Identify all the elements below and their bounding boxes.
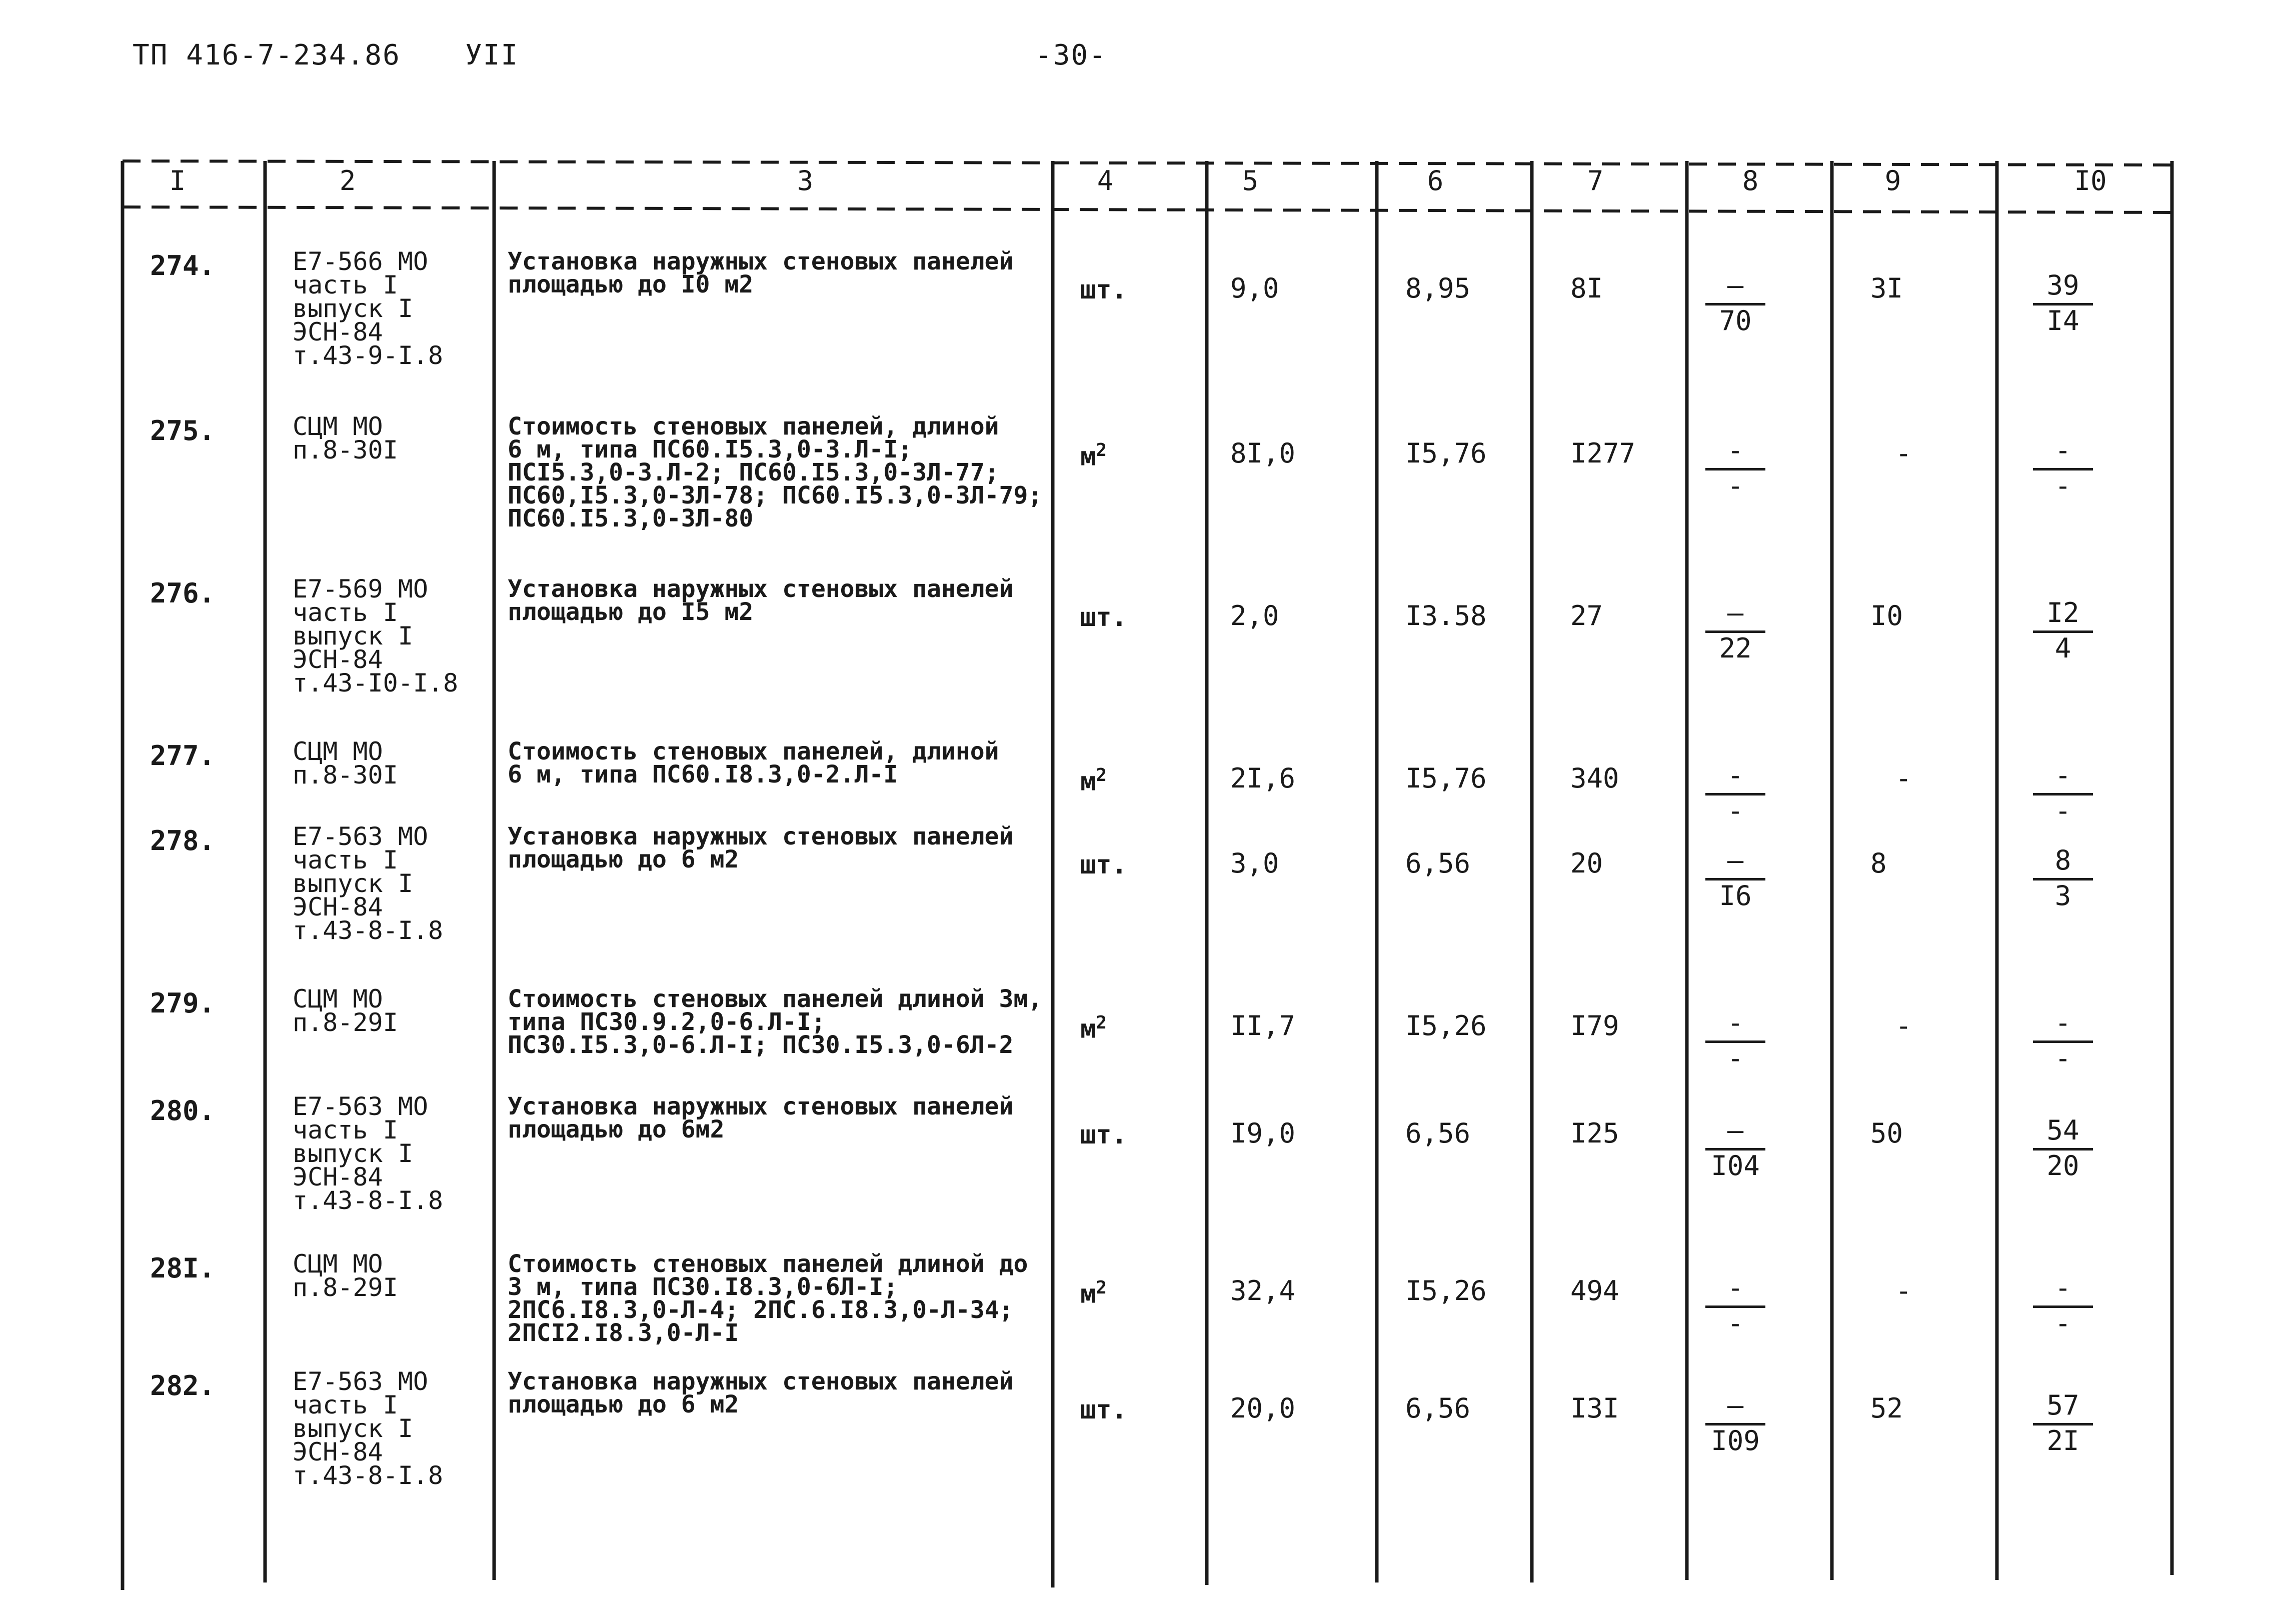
unit [1080,1278,1107,1309]
col8-fraction [1705,845,1765,912]
row-number: 275. [150,415,216,446]
unit-text: шт. [1080,602,1127,632]
reference-line: п.8-30I [293,436,398,464]
col8-fraction-numerator: — [1705,845,1765,880]
reference-line: ЭСН-84 [293,318,383,346]
reference-line: выпуск I [293,294,413,323]
col9-value: 52 [1870,1392,1903,1424]
row-number: 277. [150,740,216,772]
col10-fraction [2033,1008,2093,1074]
col8-fraction-denominator: I04 [1711,1150,1760,1182]
description-line: Стоимость стеновых панелей, длиной [508,738,999,766]
quantity: 20,0 [1230,1392,1296,1424]
unit [1080,275,1127,305]
work-description [508,985,1043,1059]
col10-fraction-denominator: 2I [2046,1425,2079,1456]
quantity: 32,4 [1230,1275,1296,1306]
reference-line: т.43-8-I.8 [293,1461,444,1490]
unit-superscript: 2 [1096,1012,1107,1033]
quantity: I9,0 [1230,1118,1296,1149]
description-line: Установка наружных стеновых панелей [508,1092,1014,1120]
col9-value: 8 [1870,848,1887,879]
col8-fraction-denominator: - [1727,1308,1744,1339]
page-number: -30- [1035,39,1107,72]
col8-fraction-denominator: - [1727,470,1744,502]
col9-value: - [1895,438,1912,469]
col10-fraction-numerator: 54 [2033,1115,2093,1150]
reference-line: ЭСН-84 [293,892,383,922]
row-number: 279. [150,988,216,1019]
unit-price: I5,26 [1405,1275,1487,1306]
reference-line: часть I [293,598,398,627]
col8-fraction [1705,760,1765,826]
reference-line: Е7-569 МО [293,574,428,604]
unit-price: I5,76 [1405,762,1487,794]
col8-fraction [1705,1272,1765,1339]
col10-fraction-numerator: I2 [2033,598,2093,633]
col10-fraction-numerator: - [2033,435,2093,470]
column-header-8: 8 [1742,165,1759,196]
col8-fraction-numerator: — [1705,598,1765,633]
row-number: 278. [150,825,216,856]
unit-superscript: 2 [1096,765,1107,786]
col8-fraction-denominator: 70 [1719,305,1752,336]
reference-line: Е7-566 МО [293,247,428,276]
unit-text: шт. [1080,850,1127,880]
col10-fraction-denominator: 4 [2054,632,2071,664]
col10-fraction-denominator: - [2054,795,2071,826]
column-header-9: 9 [1884,165,1901,196]
reference-line: часть I [293,846,398,874]
description-line: 2ПСI2.I8.3,0-Л-I [508,1319,739,1347]
description-line: Установка наружных стеновых панелей [508,248,1014,276]
col10-fraction-numerator: 8 [2033,845,2093,880]
reference-line: Е7-563 МО [293,1092,428,1121]
description-line: ПС60.I5.3,0-3Л-80 [508,504,754,532]
description-line: Стоимость стеновых панелей, длиной [508,412,999,440]
description-line: Установка наружных стеновых панелей [508,822,1014,850]
reference-line: т.43-8-I.8 [293,916,444,945]
quantity: 2I,6 [1230,762,1296,794]
col10-fraction-denominator: - [2054,1308,2071,1339]
row-number: 28I. [150,1252,216,1284]
reference-code [293,574,459,698]
col8-fraction-denominator: - [1727,795,1744,826]
total-cost: 27 [1570,600,1603,632]
column-header-5: 5 [1242,165,1259,196]
reference-code [293,984,398,1037]
row-number: 282. [150,1370,216,1402]
column-header-1: I [169,165,186,196]
total-cost: I3I [1570,1392,1619,1424]
description-line: ПС30.I5.3,0-6.Л-I; ПС30.I5.3,0-6Л-2 [508,1031,1014,1059]
col8-fraction-numerator: - [1705,435,1765,470]
reference-line: т.43-8-I.8 [293,1186,444,1215]
col9-value: - [1895,762,1912,794]
reference-line: часть I [293,1390,398,1420]
description-line: Установка наружных стеновых панелей [508,1368,1014,1396]
table-header-rule [123,207,2178,212]
col8-fraction-denominator: I09 [1711,1425,1760,1456]
table-top-rule [123,161,2178,165]
reference-code [293,822,444,945]
reference-line: Е7-563 МО [293,822,428,851]
unit-superscript: 2 [1096,440,1107,460]
reference-line: ЭСН-84 [293,1438,383,1466]
col8-fraction-denominator: - [1727,1042,1744,1074]
col9-value: 50 [1870,1118,1903,1149]
reference-line: СЦМ МО [293,737,383,766]
col8-fraction-denominator: 22 [1719,632,1752,664]
reference-code [293,247,444,370]
total-cost: 494 [1570,1275,1619,1306]
col8-fraction-numerator: - [1705,1008,1765,1043]
work-description [508,1092,1014,1144]
col10-fraction-denominator: 20 [2046,1150,2079,1182]
col10-fraction-numerator: - [2033,760,2093,796]
unit-text: шт. [1080,1120,1127,1150]
col8-fraction [1705,598,1765,664]
unit-text: м [1080,766,1096,797]
row-number: 280. [150,1095,216,1126]
column-header-6: 6 [1427,165,1444,196]
description-line: типа ПС30.9.2,0-6.Л-I; [508,1008,826,1036]
quantity: 2,0 [1230,600,1279,632]
column-header-2: 2 [339,165,356,196]
col8-fraction [1705,270,1765,336]
col9-value: - [1895,1010,1912,1042]
col10-fraction-denominator: - [2054,1042,2071,1074]
row-number: 274. [150,250,216,282]
quantity: 3,0 [1230,848,1279,879]
description-line: 2ПС6.I8.3,0-Л-4; 2ПС.6.I8.3,0-Л-34; [508,1296,1014,1324]
reference-code [293,412,398,464]
column-header-7: 7 [1587,165,1604,196]
reference-line: т.43-9-I.8 [293,341,444,370]
col9-value: I0 [1870,600,1903,632]
work-description [508,575,1014,626]
total-cost: I277 [1570,438,1636,469]
unit-price: I5,26 [1405,1010,1487,1042]
total-cost: 20 [1570,848,1603,879]
col10-fraction [2033,1272,2093,1339]
col8-fraction-denominator: I6 [1719,880,1752,912]
reference-code [293,737,398,790]
unit-price: 6,56 [1405,1118,1471,1149]
unit [1080,1120,1127,1150]
unit-text: шт. [1080,275,1127,305]
col8-fraction-numerator: — [1705,1115,1765,1150]
col10-fraction-denominator: 3 [2054,880,2071,912]
col10-fraction [2033,270,2093,336]
unit [1080,440,1107,472]
unit-text: м [1080,1279,1096,1310]
description-line: 3 м, типа ПС30.I8.3,0-6Л-I; [508,1273,898,1301]
unit [1080,850,1127,880]
col10-fraction [2033,1115,2093,1182]
col8-fraction-numerator: - [1705,760,1765,796]
reference-line: СЦМ МО [293,984,383,1014]
col10-fraction-denominator: - [2054,470,2071,502]
col8-fraction [1705,1008,1765,1074]
work-description [508,1250,1028,1347]
unit-text: шт. [1080,1395,1127,1425]
col8-fraction [1705,1115,1765,1182]
col9-value: - [1895,1275,1912,1306]
unit-price: 6,56 [1405,848,1471,879]
reference-line: ЭСН-84 [293,1162,383,1192]
row-number: 276. [150,578,216,609]
col8-fraction [1705,1390,1765,1456]
quantity: 9,0 [1230,272,1279,304]
unit-price: 8,95 [1405,272,1471,304]
description-line: площадью до 6 м2 [508,846,739,874]
description-line: 6 м, типа ПС60.I8.3,0-2.Л-I [508,760,898,788]
reference-line: п.8-29I [293,1273,398,1302]
description-line: Установка наружных стеновых панелей [508,575,1014,603]
unit-text: м [1080,1014,1096,1044]
document-code: ТП 416-7-234.86 [133,39,401,72]
col10-fraction-numerator: - [2033,1008,2093,1043]
col10-fraction [2033,760,2093,826]
reference-line: выпуск I [293,1414,413,1443]
col10-fraction-numerator: 57 [2033,1390,2093,1426]
col8-fraction-numerator: — [1705,1390,1765,1426]
total-cost: I79 [1570,1010,1619,1042]
total-cost: 8I [1570,272,1603,304]
column-header-4: 4 [1097,165,1114,196]
reference-line: выпуск I [293,869,413,898]
col9-value: 3I [1870,272,1903,304]
work-description [508,1370,1013,1416]
description-line: ПС60,I5.3,0-3Л-78; ПС60.I5.3,0-3Л-79; [508,482,1043,510]
description-line: площадью до I5 м2 [508,598,754,626]
unit-price: 6,56 [1405,1392,1471,1424]
reference-line: ЭСН-84 [293,645,383,674]
unit-price: I3.58 [1405,600,1487,632]
description-line: площадью до 6 м2 [508,1390,739,1418]
section-label: УII [465,39,519,72]
col10-fraction [2033,845,2093,912]
reference-line: СЦМ МО [293,1250,383,1278]
reference-line: часть I [293,1116,398,1144]
total-cost: I25 [1570,1118,1619,1149]
col10-fraction [2033,598,2093,664]
unit [1080,765,1107,796]
unit [1080,1395,1127,1425]
col8-fraction-numerator: — [1705,270,1765,306]
work-description [508,740,999,786]
work-description [508,822,1014,874]
unit-price: I5,76 [1405,438,1487,469]
reference-line: п.8-29I [293,1008,398,1037]
reference-line: выпуск I [293,622,413,650]
description-line: площадью до 6м2 [508,1116,725,1144]
column-header-3: 3 [797,165,814,196]
reference-code [293,1092,444,1215]
work-description [508,250,1013,296]
column-header-10: I0 [2074,165,2107,196]
reference-line: Е7-563 МО [293,1367,428,1396]
reference-code [293,1367,444,1490]
col10-fraction-numerator: 39 [2033,270,2093,306]
col10-fraction [2033,435,2093,502]
unit-superscript: 2 [1096,1278,1107,1298]
col8-fraction-numerator: - [1705,1272,1765,1308]
col8-fraction [1705,435,1765,502]
reference-line: т.43-I0-I.8 [293,668,459,698]
col10-fraction [2033,1390,2093,1456]
unit [1080,602,1127,632]
reference-line: выпуск I [293,1139,413,1168]
quantity: II,7 [1230,1010,1296,1042]
description-line: 6 м, типа ПС60.I5.3,0-3.Л-I; [508,436,913,464]
col10-fraction-denominator: I4 [2046,305,2079,336]
reference-line: часть I [293,270,398,300]
col10-fraction-numerator: - [2033,1272,2093,1308]
description-line: ПСI5.3,0-3.Л-2; ПС60.I5.3,0-3Л-77; [508,458,999,486]
unit-text: м [1080,442,1096,472]
description-line: Стоимость стеновых панелей длиной до [508,1250,1028,1278]
reference-code [293,1252,398,1300]
description-line: Стоимость стеновых панелей длиной 3м, [508,985,1043,1013]
total-cost: 340 [1570,762,1619,794]
description-line: площадью до I0 м2 [508,270,754,298]
unit [1080,1012,1107,1044]
work-description [508,412,1043,532]
reference-line: СЦМ МО [293,412,383,441]
reference-line: п.8-30I [293,760,398,790]
quantity: 8I,0 [1230,438,1296,469]
